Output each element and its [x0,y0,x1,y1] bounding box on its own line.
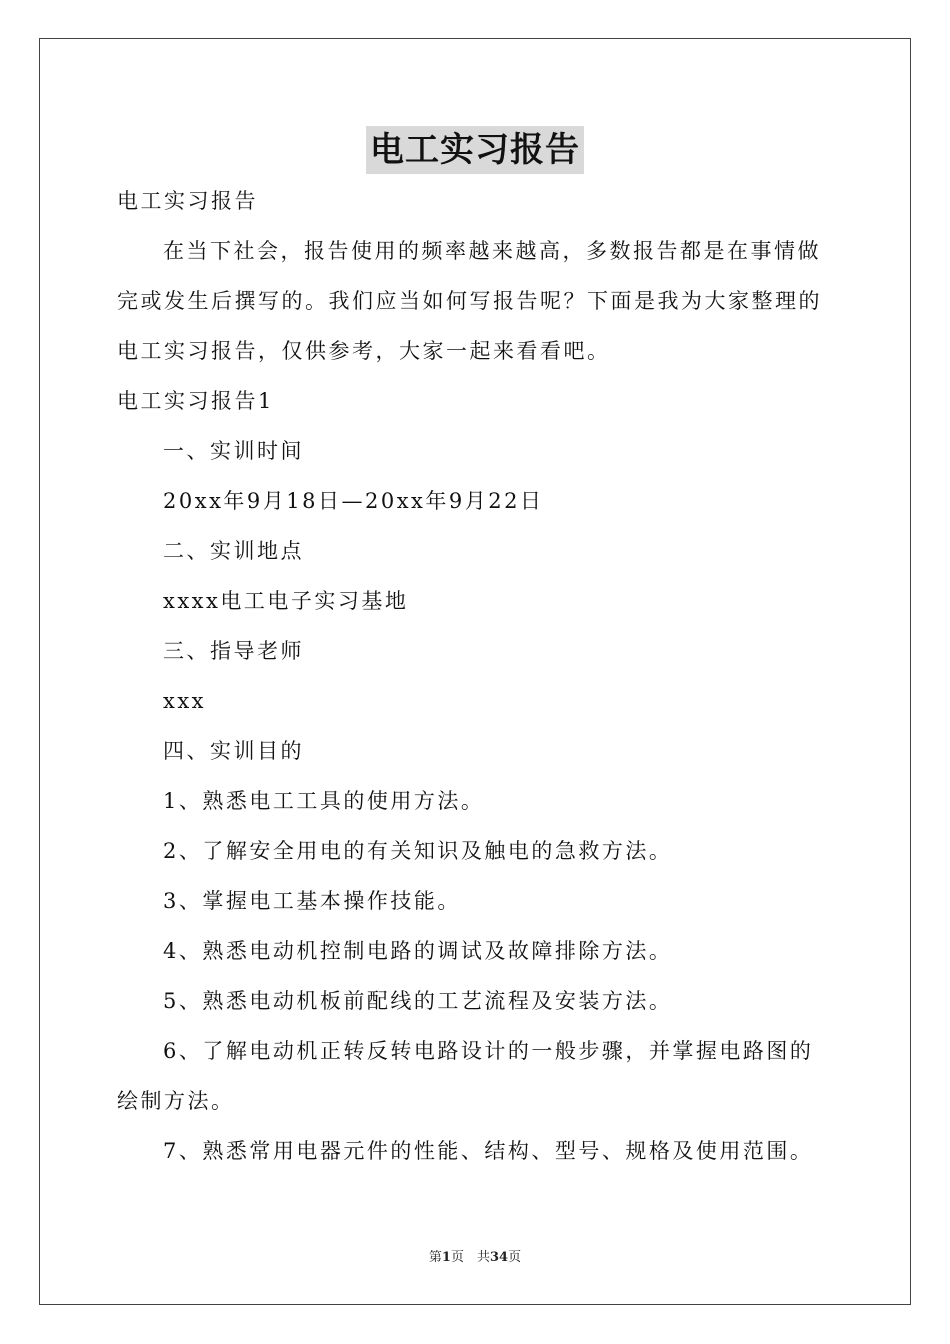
list-item-6-line-2: 绘制方法。 [117,1089,235,1113]
section-heading: 电工实习报告1 [117,389,274,413]
list-item: 二、实训地点 [163,539,304,563]
page-suffix: 页 [508,1250,522,1265]
page-prefix: 第 [428,1250,442,1265]
document-title: 电工实习报告 [366,126,584,174]
list-item-6-line-1: 6、了解电动机正转反转电路设计的一般步骤，并掌握电路图的 [163,1039,814,1063]
document-body [117,176,837,1176]
list-item: 1、熟悉电工工具的使用方法。 [163,789,485,813]
list-item: 5、熟悉电动机板前配线的工艺流程及安装方法。 [163,989,673,1013]
intro-line-3: 电工实习报告，仅供参考，大家一起来看看吧。 [117,339,611,363]
page-footer [0,1246,950,1265]
list-item: 4、熟悉电动机控制电路的调试及故障排除方法。 [163,939,673,963]
list-item: 20xx年9月18日—20xx年9月22日 [163,489,544,513]
subtitle: 电工实习报告 [117,189,258,213]
list-item: 四、实训目的 [163,739,304,763]
list-item: 一、实训时间 [163,439,304,463]
list-item: 2、了解安全用电的有关知识及触电的急救方法。 [163,839,673,863]
page-mid: 页 共 [450,1250,490,1265]
list-item-7: 7、熟悉常用电器元件的性能、结构、型号、规格及使用范围。 [163,1139,814,1163]
list-item: xxx [163,689,207,713]
intro-line-2: 完或发生后撰写的。我们应当如何写报告呢？下面是我为大家整理的 [117,289,822,313]
list-item: 3、掌握电工基本操作技能。 [163,889,461,913]
page-current: 1 [441,1250,451,1265]
list-item: 三、指导老师 [163,639,304,663]
document-title-wrap [0,126,950,174]
list-item: xxxx电工电子实习基地 [163,589,409,613]
intro-line-1: 在当下社会，报告使用的频率越来越高，多数报告都是在事情做 [163,239,821,263]
page-total: 34 [489,1250,509,1265]
